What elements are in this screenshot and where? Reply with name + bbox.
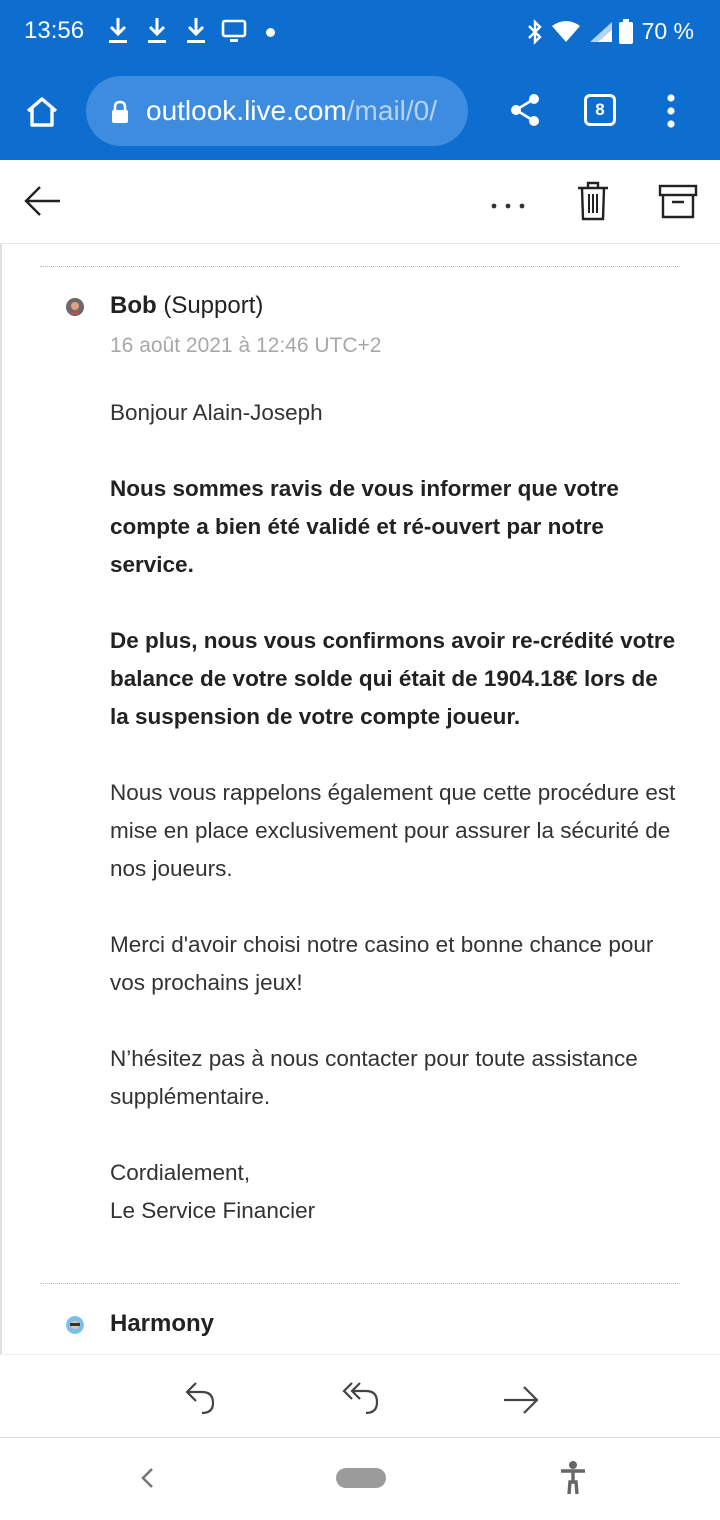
url-domain: outlook.live.com [146,95,347,126]
message-paragraph: Nous sommes ravis de vous informer que votre compte a bien été validé et ré-ouvert par notre service. [110,476,619,577]
reply-all-button[interactable] [342,1379,380,1422]
chevron-left-icon [138,1464,156,1492]
status-time: 13:56 [24,17,85,44]
more-horizontal-icon [490,202,526,210]
arrow-left-icon [22,180,64,222]
system-back-button[interactable] [138,1464,156,1497]
mail-thread [0,244,720,1354]
back-button[interactable] [22,180,64,227]
browser-url-bar [0,64,720,160]
url-field[interactable] [86,76,468,146]
wifi-icon [548,18,584,46]
message-paragraph: De plus, nous vous confirmons avoir re-crédité votre balance de votre solde qui était de 1904.18€ lors de la suspension de votre compte joueur. [110,628,676,729]
accessibility-icon [558,1460,588,1496]
signal-icon [588,20,614,44]
message-separator [40,266,680,267]
tab-switcher-button[interactable]: 8 [584,94,616,126]
trash-icon [576,180,610,222]
url-path: /mail/0/ [346,95,438,126]
download-icon [106,16,130,46]
message-date: 16 août 2021 à 12:46 UTC+2 [110,334,382,357]
reply-bar [0,1354,720,1438]
kebab-menu-icon [664,94,678,128]
mail-toolbar [0,160,720,244]
forward-button[interactable] [502,1383,540,1422]
notification-dot-icon [266,28,275,37]
download-icon [145,16,169,46]
system-home-pill[interactable] [336,1468,386,1488]
cast-screen-icon [221,18,247,44]
message-paragraph: Nous vous rappelons également que cette procédure est mise en place exclusivement pour assurer la sécurité de nos joueurs. [110,780,676,881]
message-paragraph: N’hésitez pas à nous contacter pour toute assistance supplémentaire. [110,1046,638,1109]
home-button[interactable] [20,90,64,134]
accessibility-button[interactable] [558,1460,588,1501]
browser-menu-button[interactable] [664,94,678,133]
sender-name: Harmony [110,1310,215,1337]
reply-all-icon [342,1379,380,1417]
system-nav-bar [0,1438,720,1520]
url-text [146,95,437,127]
message-separator [40,1283,680,1284]
message-signature: Le Service Financier [110,1198,316,1223]
message-sender[interactable] [110,292,263,320]
message-body [110,394,680,1230]
reply-icon [184,1379,216,1417]
lock-icon [110,100,130,129]
battery-percent: 70 % [641,18,694,44]
avatar[interactable] [66,298,84,316]
share-button[interactable] [508,92,542,133]
reply-button[interactable] [184,1379,216,1422]
more-actions-button[interactable] [490,186,526,217]
share-icon [508,92,542,128]
message-closing: Cordialement, [110,1160,251,1185]
message-sender[interactable] [110,1310,214,1338]
bluetooth-icon [526,18,544,46]
browser-chrome [0,0,720,160]
home-icon [20,90,64,134]
forward-icon [502,1383,540,1417]
message-greeting: Bonjour Alain-Joseph [110,400,323,425]
archive-icon [658,184,698,220]
avatar[interactable] [66,1316,84,1334]
battery-icon [618,19,634,45]
sender-suffix: (Support) [156,292,264,319]
status-bar [0,0,720,64]
download-icon [184,16,208,46]
archive-button[interactable] [658,184,698,225]
sender-name: Bob [110,292,157,319]
delete-button[interactable] [576,180,610,227]
message-paragraph: Merci d'avoir choisi notre casino et bonne chance pour vos prochains jeux! [110,932,654,995]
